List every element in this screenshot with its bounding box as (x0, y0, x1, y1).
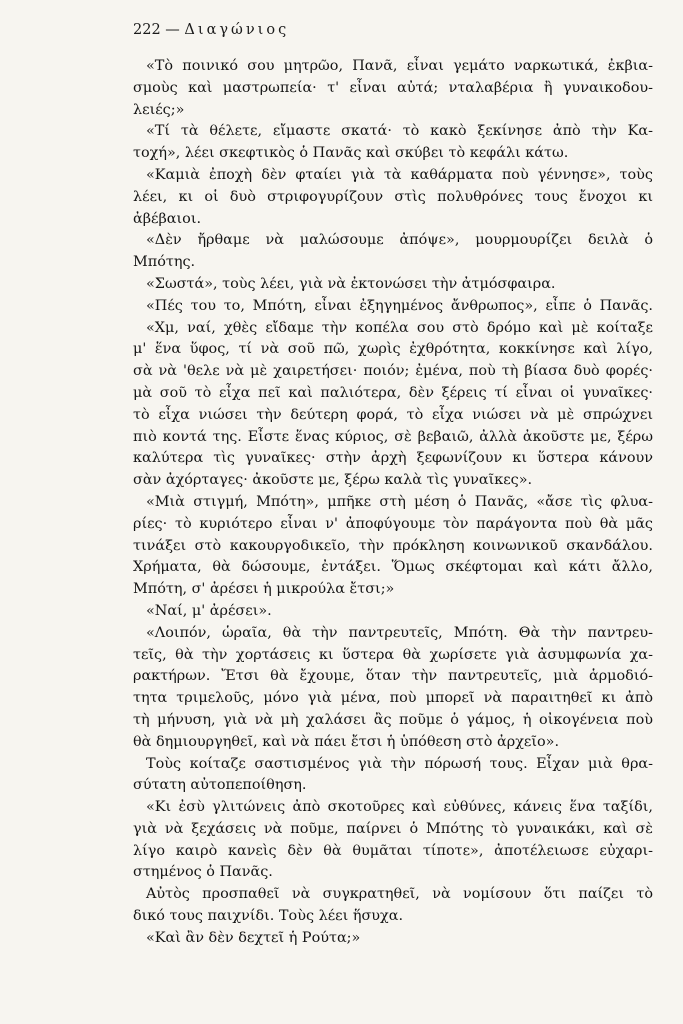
page-number: 222 (133, 22, 161, 38)
text-line: Μπότης. (133, 254, 196, 271)
text-line: «Ναί, μ' ἀρέσει». (146, 602, 272, 619)
text-line: λειές;» (133, 101, 185, 118)
text-line: θὰ δημιουργηθεῖ, καὶ νὰ πάει ἔτσι ἡ ὑπόθεση στὸ ἀρχεῖο». (133, 733, 560, 750)
running-title: Διαγώνιος (184, 22, 290, 38)
text-line: τεῖς, θὰ τὴν χορτάσεις κι ὕστερα θὰ χωρίσετε γιὰ ἀσυμφωνία χα- (133, 646, 653, 663)
text-line: ἀβέβαιοι. (133, 210, 202, 227)
text-line: «Καμιὰ ἐποχὴ δὲν φταίει γιὰ τὰ καθάρματα ποὺ γέννησε», τοὺς (146, 166, 653, 183)
text-line: «Κι ἐσὺ γλιτώνεις ἀπὸ σκοτοῦρες καὶ εὐθύνες, κάνεις ἕνα ταξίδι, (146, 799, 653, 816)
text-line: ρίες· τὸ κυριότερο εἶναι ν' ἀποφύγουμε τὸν παράγοντα ποὺ θὰ μᾶς (133, 515, 653, 532)
text-line: δικό τους παιχνίδι. Τοὺς λέει ἥσυχα. (133, 908, 404, 925)
text-line: Χρήματα, θὰ δώσουμε, ἐντάξει. Ὅμως σκέφτομαι καὶ κάτι ἄλλο, (133, 559, 653, 576)
text-line: σὰ νὰ 'θελε νὰ μὲ χαιρετήσει· ποιόν; ἐμένα, ποὺ τὴ βίασα δυὸ φορές· (133, 363, 653, 380)
text-line: λίγο καιρὸ κανεὶς δὲν θὰ θυμᾶται τίποτε», ἀποτέλειωσε εὐχαρι- (133, 842, 653, 859)
text-line: «Μιὰ στιγμή, Μπότη», μπῆκε στὴ μέση ὁ Πανᾶς, «ἄσε τὶς φλυα- (146, 493, 653, 510)
running-header (133, 22, 289, 38)
text-line: τὴ μήνυση, γιὰ νὰ μὴ χαλάσει ἂς ποῦμε ὁ γάμος, ἡ οἰκογένεια ποὺ (133, 711, 653, 728)
text-line: «Καὶ ἂν δὲν δεχτεῖ ἡ Ρούτα;» (146, 929, 361, 946)
text-line: τοχή», λέει σκεφτικὸς ὁ Πανᾶς καὶ σκύβει τὸ κεφάλι κάτω. (133, 145, 569, 162)
text-line: Μπότη, σ' ἀρέσει ἡ μικρούλα ἔτσι;» (133, 581, 395, 598)
text-line: μὰ σοῦ τὸ εἶχα πεῖ καὶ παλιότερα, δὲν ξέρεις τί εἶναι οἱ γυναῖκες· (133, 384, 653, 401)
text-line: «Τὸ ποινικό σου μητρῶο, Πανᾶ, εἶναι γεμάτο ναρκωτικά, ἐκβια- (146, 58, 653, 74)
text-line: μ' ἕνα ὕφος, τί νὰ σοῦ πῶ, χωρὶς ἐχθρότητα, κοκκίνησε καὶ λίγο, (133, 341, 653, 358)
text-line: γιὰ νὰ ξεχάσεις νὰ ποῦμε, παίρνει ὁ Μπότης τὸ γυναικάκι, καὶ σὲ (133, 820, 653, 837)
text-line: στημένος ὁ Πανᾶς. (133, 864, 273, 881)
text-line: λέει, κι οἱ δυὸ στριφογυρίζουν στὶς πολυθρόνες τους ἔνοχοι κι (133, 188, 653, 205)
text-line: ρακτήρων. Ἔτσι θὰ ἔχουμε, ὅταν τὴν παντρευτεῖς, μιὰ ἁρμοδιό- (133, 668, 653, 685)
text-line: «Χμ, ναί, χθὲς εἴδαμε τὴν κοπέλα σου στὸ δρόμο καὶ μὲ κοίταξε (146, 319, 653, 336)
text-line: «Πές του το, Μπότη, εἶναι ἐξηγημένος ἄνθρωπος», εἶπε ὁ Πανᾶς. (146, 297, 653, 314)
text-line: σύτατη αὐτοπεποίθηση. (133, 777, 307, 794)
text-line: Αὐτὸς προσπαθεῖ νὰ συγκρατηθεῖ, νὰ νομίσουν ὅτι παίζει τὸ (146, 886, 653, 903)
text-line: πιὸ κοντά της. Εἶστε ἕνας κύριος, σὲ βεβαιῶ, ἀλλὰ ἀκοῦστε με, ξέρω (133, 428, 653, 445)
text-line: «Σωστά», τοὺς λέει, γιὰ νὰ ἐκτονώσει τὴν ἀτμόσφαιρα. (146, 275, 556, 292)
header-dash: — (165, 22, 180, 38)
text-line: καλύτερα τὶς γυναῖκες· στὴν ἀρχὴ ξεφωνίζουν κι ὕστερα κάνουν (133, 450, 653, 467)
body-text (133, 56, 653, 950)
text-line: «Λοιπόν, ὡραῖα, θὰ τὴν παντρευτεῖς, Μπότη. Θὰ τὴν παντρευ- (146, 624, 653, 641)
text-line: Τοὺς κοίταζε σαστισμένος γιὰ τὴν πόρωσή τους. Εἶχαν μιὰ θρα- (146, 755, 653, 772)
text-line: τὸ εἶχα νιώσει τὴν δεύτερη φορά, τὸ εἶχα νιώσει νὰ μὲ σπρώχνει (133, 406, 653, 423)
text-line: τητα τριμελοῦς, μόνο γιὰ μένα, ποὺ μπορεῖ νὰ παραιτηθεῖ κι ἀπὸ (133, 690, 653, 707)
text-line: τινάξει στὸ κακουργοδικεῖο, τὴν πρόκληση κοινωνικοῦ σκανδάλου. (133, 537, 653, 554)
text-line: σὰν ἀχόρταγες· ἀκοῦστε με, ξέρω καλὰ τὶς γυναῖκες». (133, 472, 533, 489)
text-line: «Τί τὰ θέλετε, εἴμαστε σκατά· τὸ κακὸ ξεκίνησε ἀπὸ τὴν Κα- (146, 123, 653, 140)
text-line: «Δὲν ἤρθαμε νὰ μαλώσουμε ἀπόψε», μουρμουρίζει δειλὰ ὁ (146, 232, 653, 249)
text-line: σμοὺς καὶ μαστρωπεία· τ' εἶναι αὐτά; νταλαβέρια ἢ γυναικοδου- (133, 79, 653, 96)
